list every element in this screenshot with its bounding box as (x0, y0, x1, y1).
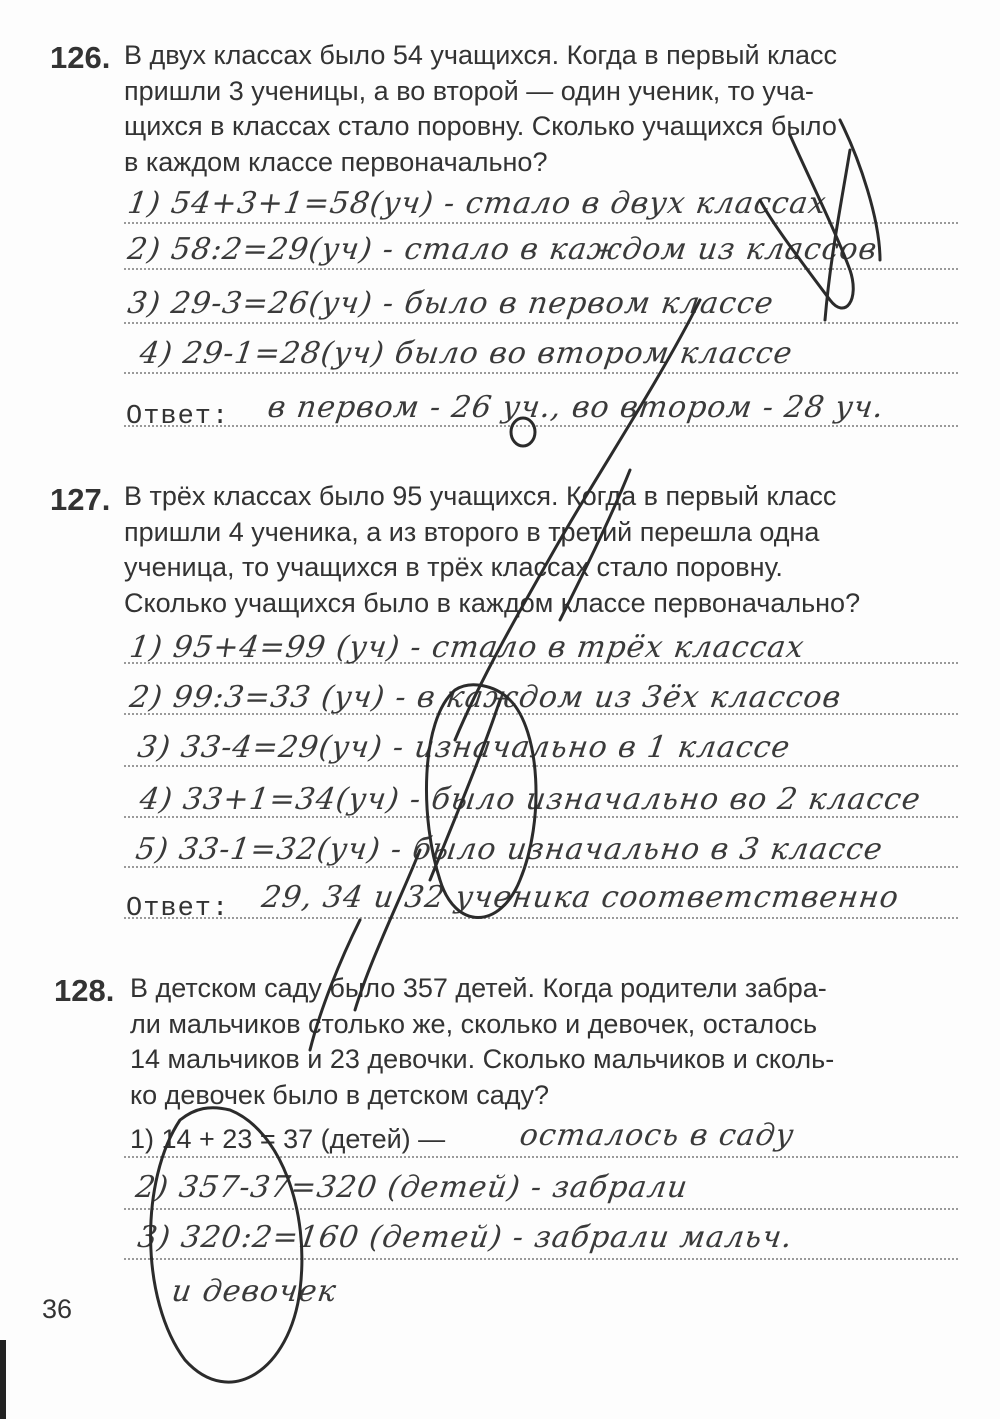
task-127-line: пришли 4 ученика, а из второго в третий перешла одна (124, 516, 820, 547)
task-126-line: пришли 3 ученицы, а во второй — один ученик, то уча- (124, 75, 814, 106)
task-128-line: 14 мальчиков и 23 девочки. Сколько мальчиков и сколь- (130, 1044, 835, 1074)
handwritten-step: 2) 357-37=320 (детей) - забрали (133, 1170, 691, 1205)
task-128-text (130, 971, 958, 1113)
handwritten-answer: 29, 34 и 32 ученика соответственно (259, 880, 902, 915)
answer-line (124, 222, 958, 224)
answer-line (124, 765, 958, 767)
page-number: 36 (42, 1294, 73, 1324)
task-128-line: ко девочек было в детском саду? (130, 1079, 549, 1110)
handwritten-step: 2) 58:2=29(уч) - стало в каждом из классов (125, 232, 880, 267)
answer-line (124, 322, 958, 324)
answer-line (124, 372, 958, 374)
task-number-127: 127. (50, 482, 111, 517)
handwritten-step: 1) 54+3+1=58(уч) - стало в двух классах (125, 186, 829, 221)
task-127-text (124, 479, 958, 621)
answer-label: Ответ: (126, 402, 230, 432)
handwritten-step: и девочек (169, 1274, 339, 1309)
handwritten-step: 4) 29-1=28(уч) было во втором классе (137, 336, 795, 371)
answer-line (124, 1258, 958, 1260)
task-number-128: 128. (54, 973, 115, 1008)
answer-line (124, 1156, 958, 1158)
task-127-line: ученица, то учащихся в трёх классах стало поровну. (124, 552, 783, 582)
answer-line (124, 268, 958, 270)
answer-label: Ответ: (126, 894, 230, 924)
task-126-text (124, 38, 958, 180)
answer-line (124, 425, 958, 427)
handwritten-step: 2) 99:3=33 (уч) - в каждом из 3ёх классов (127, 680, 844, 715)
task-126-line: В двух классах было 54 учащихся. Когда в первый класс (124, 40, 837, 70)
handwritten-step: 5) 33-1=32(уч) - было изначально в 3 классе (133, 832, 886, 867)
handwritten-answer: в первом - 26 уч., во втором - 28 уч. (265, 390, 887, 425)
task-128-line: ли мальчиков столько же, сколько и девочек, осталось (130, 1008, 818, 1039)
task-number-126: 126. (50, 40, 111, 75)
task-128-line: В детском саду было 357 детей. Когда родители забра- (130, 973, 827, 1003)
answer-line (124, 917, 958, 919)
handwritten-step: 1) 95+4=99 (уч) - стало в трёх классах (127, 630, 807, 665)
handwritten-step: 4) 33+1=34(уч) - было изначально во 2 классе (137, 782, 924, 817)
task-127-line: В трёх классах было 95 учащихся. Когда в первый класс (124, 481, 837, 511)
handwritten-step: 3) 29-3=26(уч) - было в первом классе (125, 286, 777, 321)
printed-first-step: 1) 14 + 23 = 37 (детей) — (130, 1124, 446, 1154)
answer-line (124, 1208, 958, 1210)
task-126-line: в каждом классе первоначально? (124, 146, 548, 177)
handwritten-step: 3) 320:2=160 (детей) - забрали мальч. (135, 1220, 796, 1255)
task-127-line: Сколько учащихся было в каждом классе первоначально? (124, 587, 861, 618)
scan-edge (0, 1340, 6, 1419)
handwritten-step: 3) 33-4=29(уч) - изначально в 1 классе (135, 730, 793, 765)
handwritten-step: осталось в саду (517, 1118, 797, 1153)
task-126-line: щихся в классах стало поровну. Сколько учащихся было (124, 111, 837, 141)
